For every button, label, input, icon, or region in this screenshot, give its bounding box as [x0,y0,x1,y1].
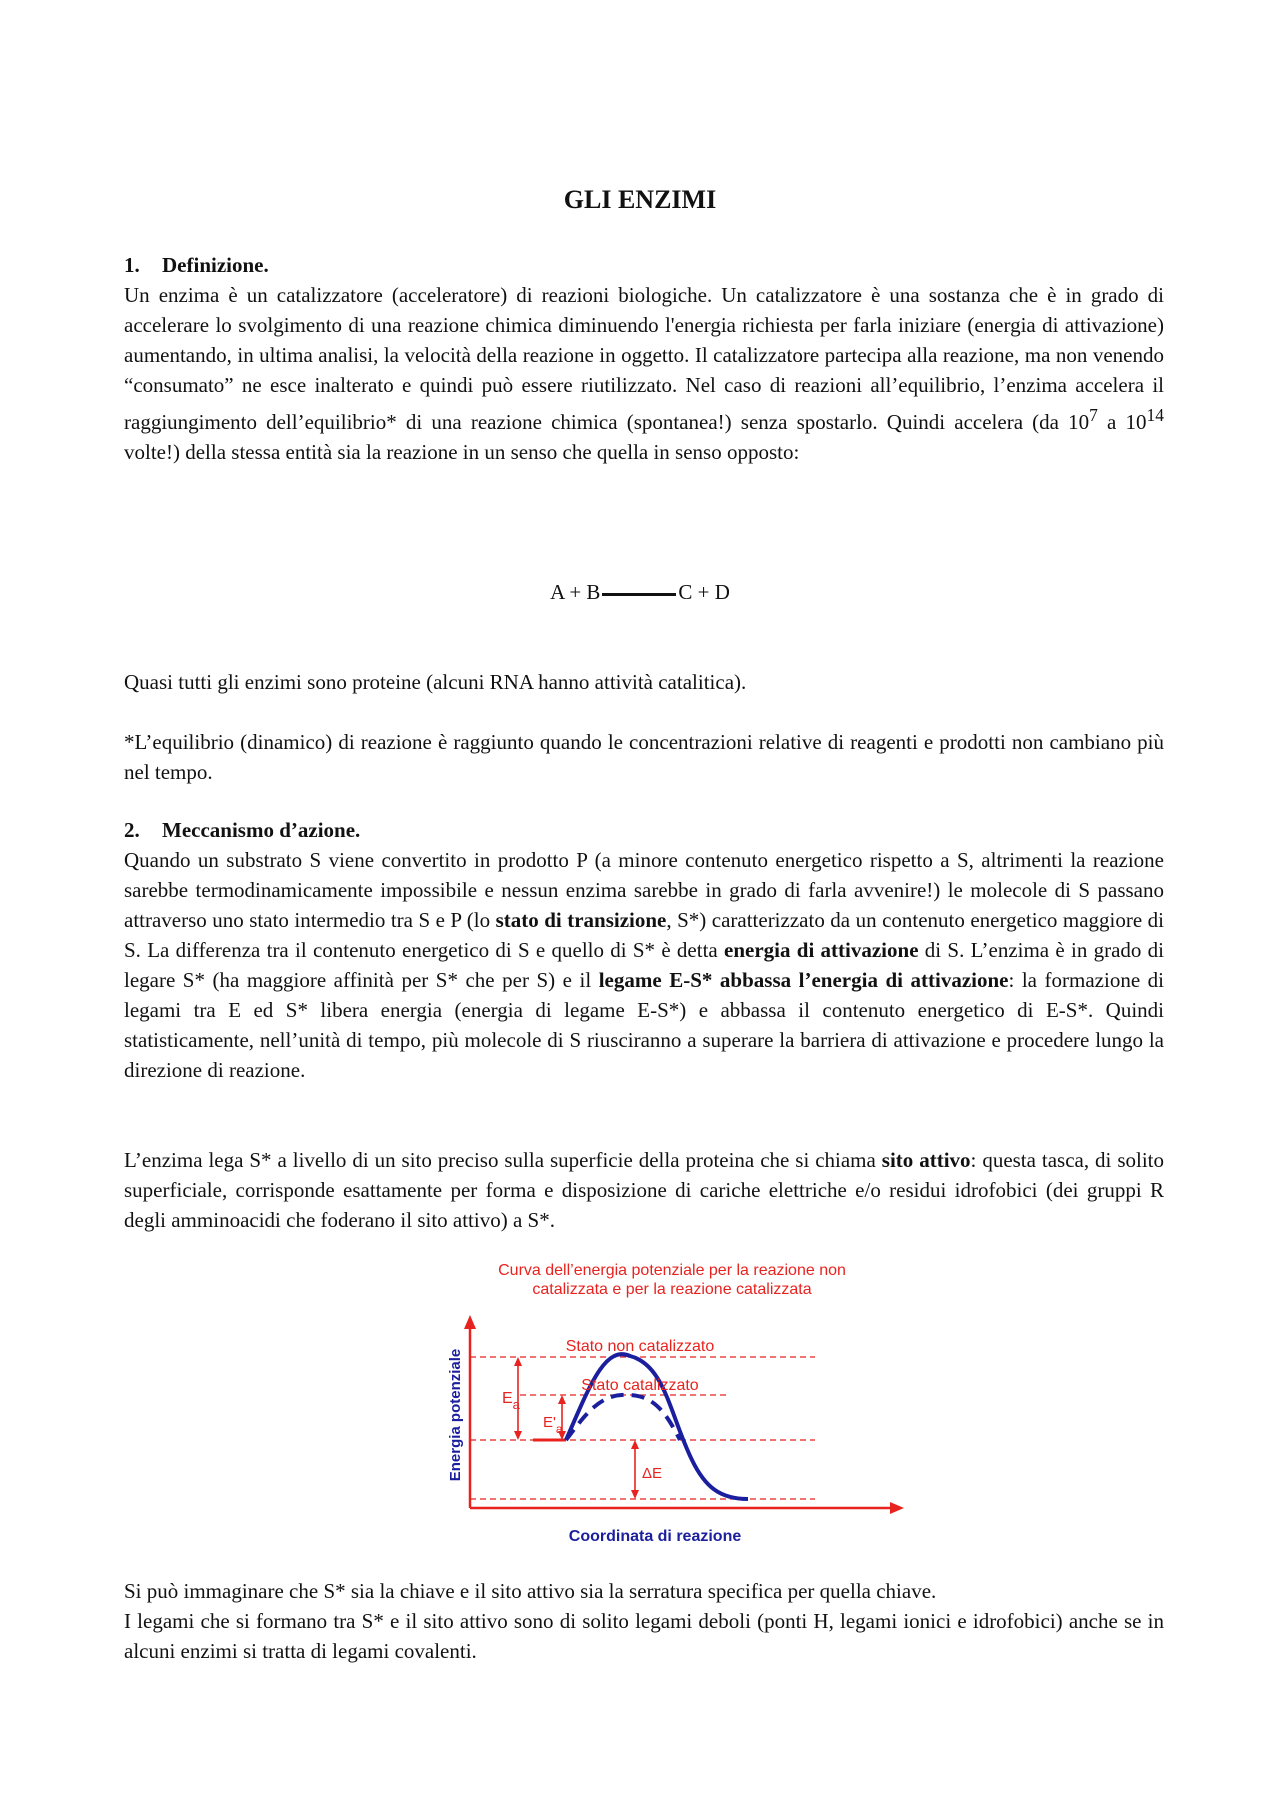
delta-e-label: ΔE [642,1465,663,1482]
delta-e-arrow-head-icon [631,1490,639,1499]
paragraph: *L’equilibrio (dinamico) di reazione è raggiunto quando le concentrazioni relative di reagenti e prodotti non cambiano più nel tempo. [124,730,1164,784]
equilibrium-arrow-icon [602,593,676,596]
x-axis-label: Coordinata di reazione [568,1528,742,1545]
text-run: volte!) della stessa entità sia la reazione in un senso che quella in senso opposto: [124,440,800,464]
section-heading-text: Meccanismo d’azione. [162,818,361,842]
ea-arrow-head-icon [514,1431,522,1440]
ea-label: $E_a$ [502,1390,520,1412]
bold-term: sito attivo [881,1148,971,1172]
delta-e-arrow-head-icon [631,1440,639,1449]
bold-term: stato di transizione [495,908,667,932]
text-run: di S. L’enzima è in grado di legare S* (ha maggiore affinità per S* che per S) e il [124,938,1165,992]
text-run: a 10 [1097,410,1147,434]
text-run: Un enzima è un catalizzatore (acceleratore) di reazioni biologiche. Un catalizzatore è una sostanza che è in grado di accelerare lo svolgimento di una reazione chimica diminuendo l'energia richiesta per farla iniziare (energia di attivazione) aumentando, in ultima analisi, la velocità della reazione in oggetto. Il catalizzatore partecipa alla reazione, ma non venendo “consumato” ne esce inalterato e quindi può essere riutilizzato. Nel caso di reazioni all’equilibrio, l’enzima accelera il raggiungimento dell’equilibrio* di una reazione chimica (spontanea!) senza spostarlo. Quindi accelera (da 10 [124,283,1164,434]
section-number: 2. [124,818,140,842]
y-axis-label: Energia potenziale [447,1348,464,1482]
closing-paragraph [124,1576,1164,1666]
uncatalyzed-label: Stato non catalizzato [565,1338,715,1355]
paragraph [124,280,1164,467]
text-run: : questa tasca, di solito superficiale, corrisponde esattamente per forma e disposizione di cariche elettriche e/o residui idrofobici (dei gruppi R degli amminoacidi che foderano il sito attivo) a S*. [124,1148,1164,1232]
paragraph: Si può immaginare che S* sia la chiave e il sito attivo sia la serratura specifica per quella chiave. [124,1579,937,1603]
bold-term: legame E-S* abbassa l’energia di attivazione [598,968,1009,992]
reactants: A + B [550,580,601,604]
figure-title: Curva dell’energia potenziale per la reazione non [498,1262,846,1279]
energy-diagram [430,1255,920,1560]
products: C + D [678,580,730,604]
paragraph-proteins [124,667,1164,697]
paragraph-active-site [124,1145,1164,1235]
text-run: : la formazione di legami tra E ed S* libera energia (energia di legame E-S*) e abbassa il contenuto energetico di E-S*. Quindi statisticamente, nell’unità di tempo, più molecole di S riusciranno a superare la barriera di attivazione e procedere lungo la direzione di reazione. [124,968,1164,1082]
paragraph-equilibrium-note [124,727,1164,787]
paragraph [124,845,1164,1085]
ea-catalyzed-arrow-head-icon [558,1395,566,1404]
text-run: L’enzima lega S* a livello di un sito preciso sulla superficie della proteina che si chiama [124,1148,882,1172]
paragraph: Quasi tutti gli enzimi sono proteine (alcuni RNA hanno attività catalitica). [124,670,747,694]
exponent: 14 [1146,405,1164,425]
section-heading [124,815,1164,845]
text-run: , S*) caratterizzato da un contenuto energetico maggiore di S. La differenza tra il contenuto energetico di S e quello di S* è detta [124,908,1165,962]
ea-arrow-head-icon [514,1357,522,1366]
ea-catalyzed-label: $E'_a$ [543,1414,563,1436]
section-number: 1. [124,253,140,277]
section-heading-text: Definizione. [162,253,269,277]
y-axis-arrow-icon [464,1315,476,1329]
exponent: 7 [1089,405,1098,425]
section-definizione [124,250,1164,467]
paragraph: I legami che si formano tra S* e il sito attivo sono di solito legami deboli (ponti H, legami ionici e idrofobici) anche se in alcuni enzimi si tratta di legami covalenti. [124,1609,1164,1663]
paragraph [124,1145,1164,1235]
x-axis-arrow-icon [890,1502,904,1514]
figure-title: catalizzata e per la reazione catalizzata [532,1281,812,1298]
bold-term: energia di attivazione [724,938,919,962]
section-heading [124,250,1164,280]
reaction-equation [0,580,1280,605]
text-run: Quando un substrato S viene convertito in prodotto P (a minore contenuto energetico rispetto a S, altrimenti la reazione sarebbe termodinamicamente impossibile e nessun enzima sarebbe in grado di farla avvenire!) le molecole di S passano attraverso uno stato intermedio tra S e P (lo [124,848,1164,932]
section-meccanismo [124,815,1164,1085]
catalyzed-label: Stato catalizzato [581,1377,699,1394]
page-title: GLI ENZIMI [563,185,717,214]
